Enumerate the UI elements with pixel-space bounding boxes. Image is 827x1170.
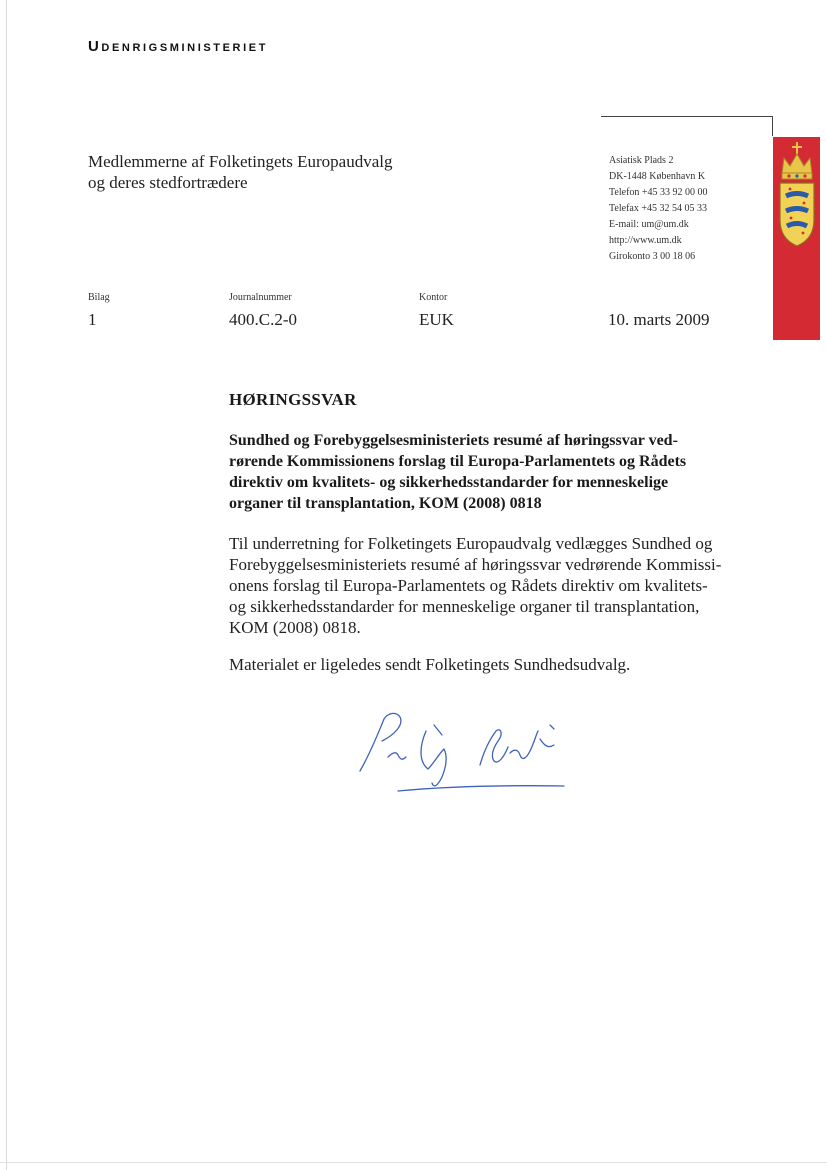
contact-giro: Girokonto 3 00 18 06 — [609, 251, 696, 262]
recipient-line: og deres stedfortrædere — [88, 173, 248, 192]
journal-value: 400.C.2-0 — [229, 310, 297, 329]
kontor-label: Kontor — [419, 292, 448, 303]
kontor-value: EUK — [419, 310, 454, 329]
subject-line: rørende Kommissionens forslag til Europa-Parlamentets og Rådets — [229, 453, 687, 470]
recipient-block — [88, 151, 393, 193]
bilag-label: Bilag — [88, 292, 110, 303]
subject-line: organer til transplantation, KOM (2008) 0818 — [229, 495, 542, 512]
paragraph-line: Til underretning for Folketingets Europaudvalg vedlægges Sundhed og — [229, 534, 713, 553]
journal-label: Journalnummer — [229, 292, 292, 303]
contact-address: Asiatisk Plads 2 — [609, 155, 674, 166]
body-paragraph-2: Materialet er ligeledes sendt Folketingets Sundhedsudvalg. — [229, 655, 631, 674]
letter-date: 10. marts 2009 — [608, 310, 710, 329]
paragraph-line: og sikkerhedsstandarder for menneskelige organer til transplantation, — [229, 597, 700, 616]
recipient-line: Medlemmerne af Folketingets Europaudvalg — [88, 152, 393, 171]
contact-divider-vertical — [772, 116, 773, 136]
page-edge — [6, 0, 7, 1170]
contact-block — [609, 153, 708, 265]
page-edge-bottom — [0, 1162, 827, 1163]
bilag-value: 1 — [88, 310, 97, 329]
subject-line: direktiv om kvalitets- og sikkerhedsstandarder for menneskelige — [229, 474, 669, 491]
letter-subject — [229, 430, 769, 514]
body-paragraph-1 — [229, 533, 759, 638]
contact-email: E-mail: um@um.dk — [609, 219, 689, 230]
paragraph-line: Forebyggelsesministeriets resumé af høringssvar vedrørende Kommissi- — [229, 555, 722, 574]
contact-divider — [601, 116, 773, 117]
coat-of-arms-icon — [777, 140, 817, 260]
paragraph-line: KOM (2008) 0818. — [229, 618, 361, 637]
contact-postal: DK-1448 København K — [609, 171, 706, 182]
subject-line: Sundhed og Forebyggelsesministeriets resumé af høringssvar ved- — [229, 432, 678, 449]
paragraph-line: onens forslag til Europa-Parlamentets og Rådets direktiv om kvalitets- — [229, 576, 708, 595]
handwritten-signature — [350, 705, 580, 800]
letter-heading: HØRINGSSVAR — [229, 390, 357, 409]
contact-phone: Telefon +45 33 92 00 00 — [609, 187, 708, 198]
contact-fax: Telefax +45 32 54 05 33 — [609, 203, 707, 214]
contact-website: http://www.um.dk — [609, 235, 682, 246]
ministry-name: Udenrigsministeriet — [88, 38, 269, 55]
